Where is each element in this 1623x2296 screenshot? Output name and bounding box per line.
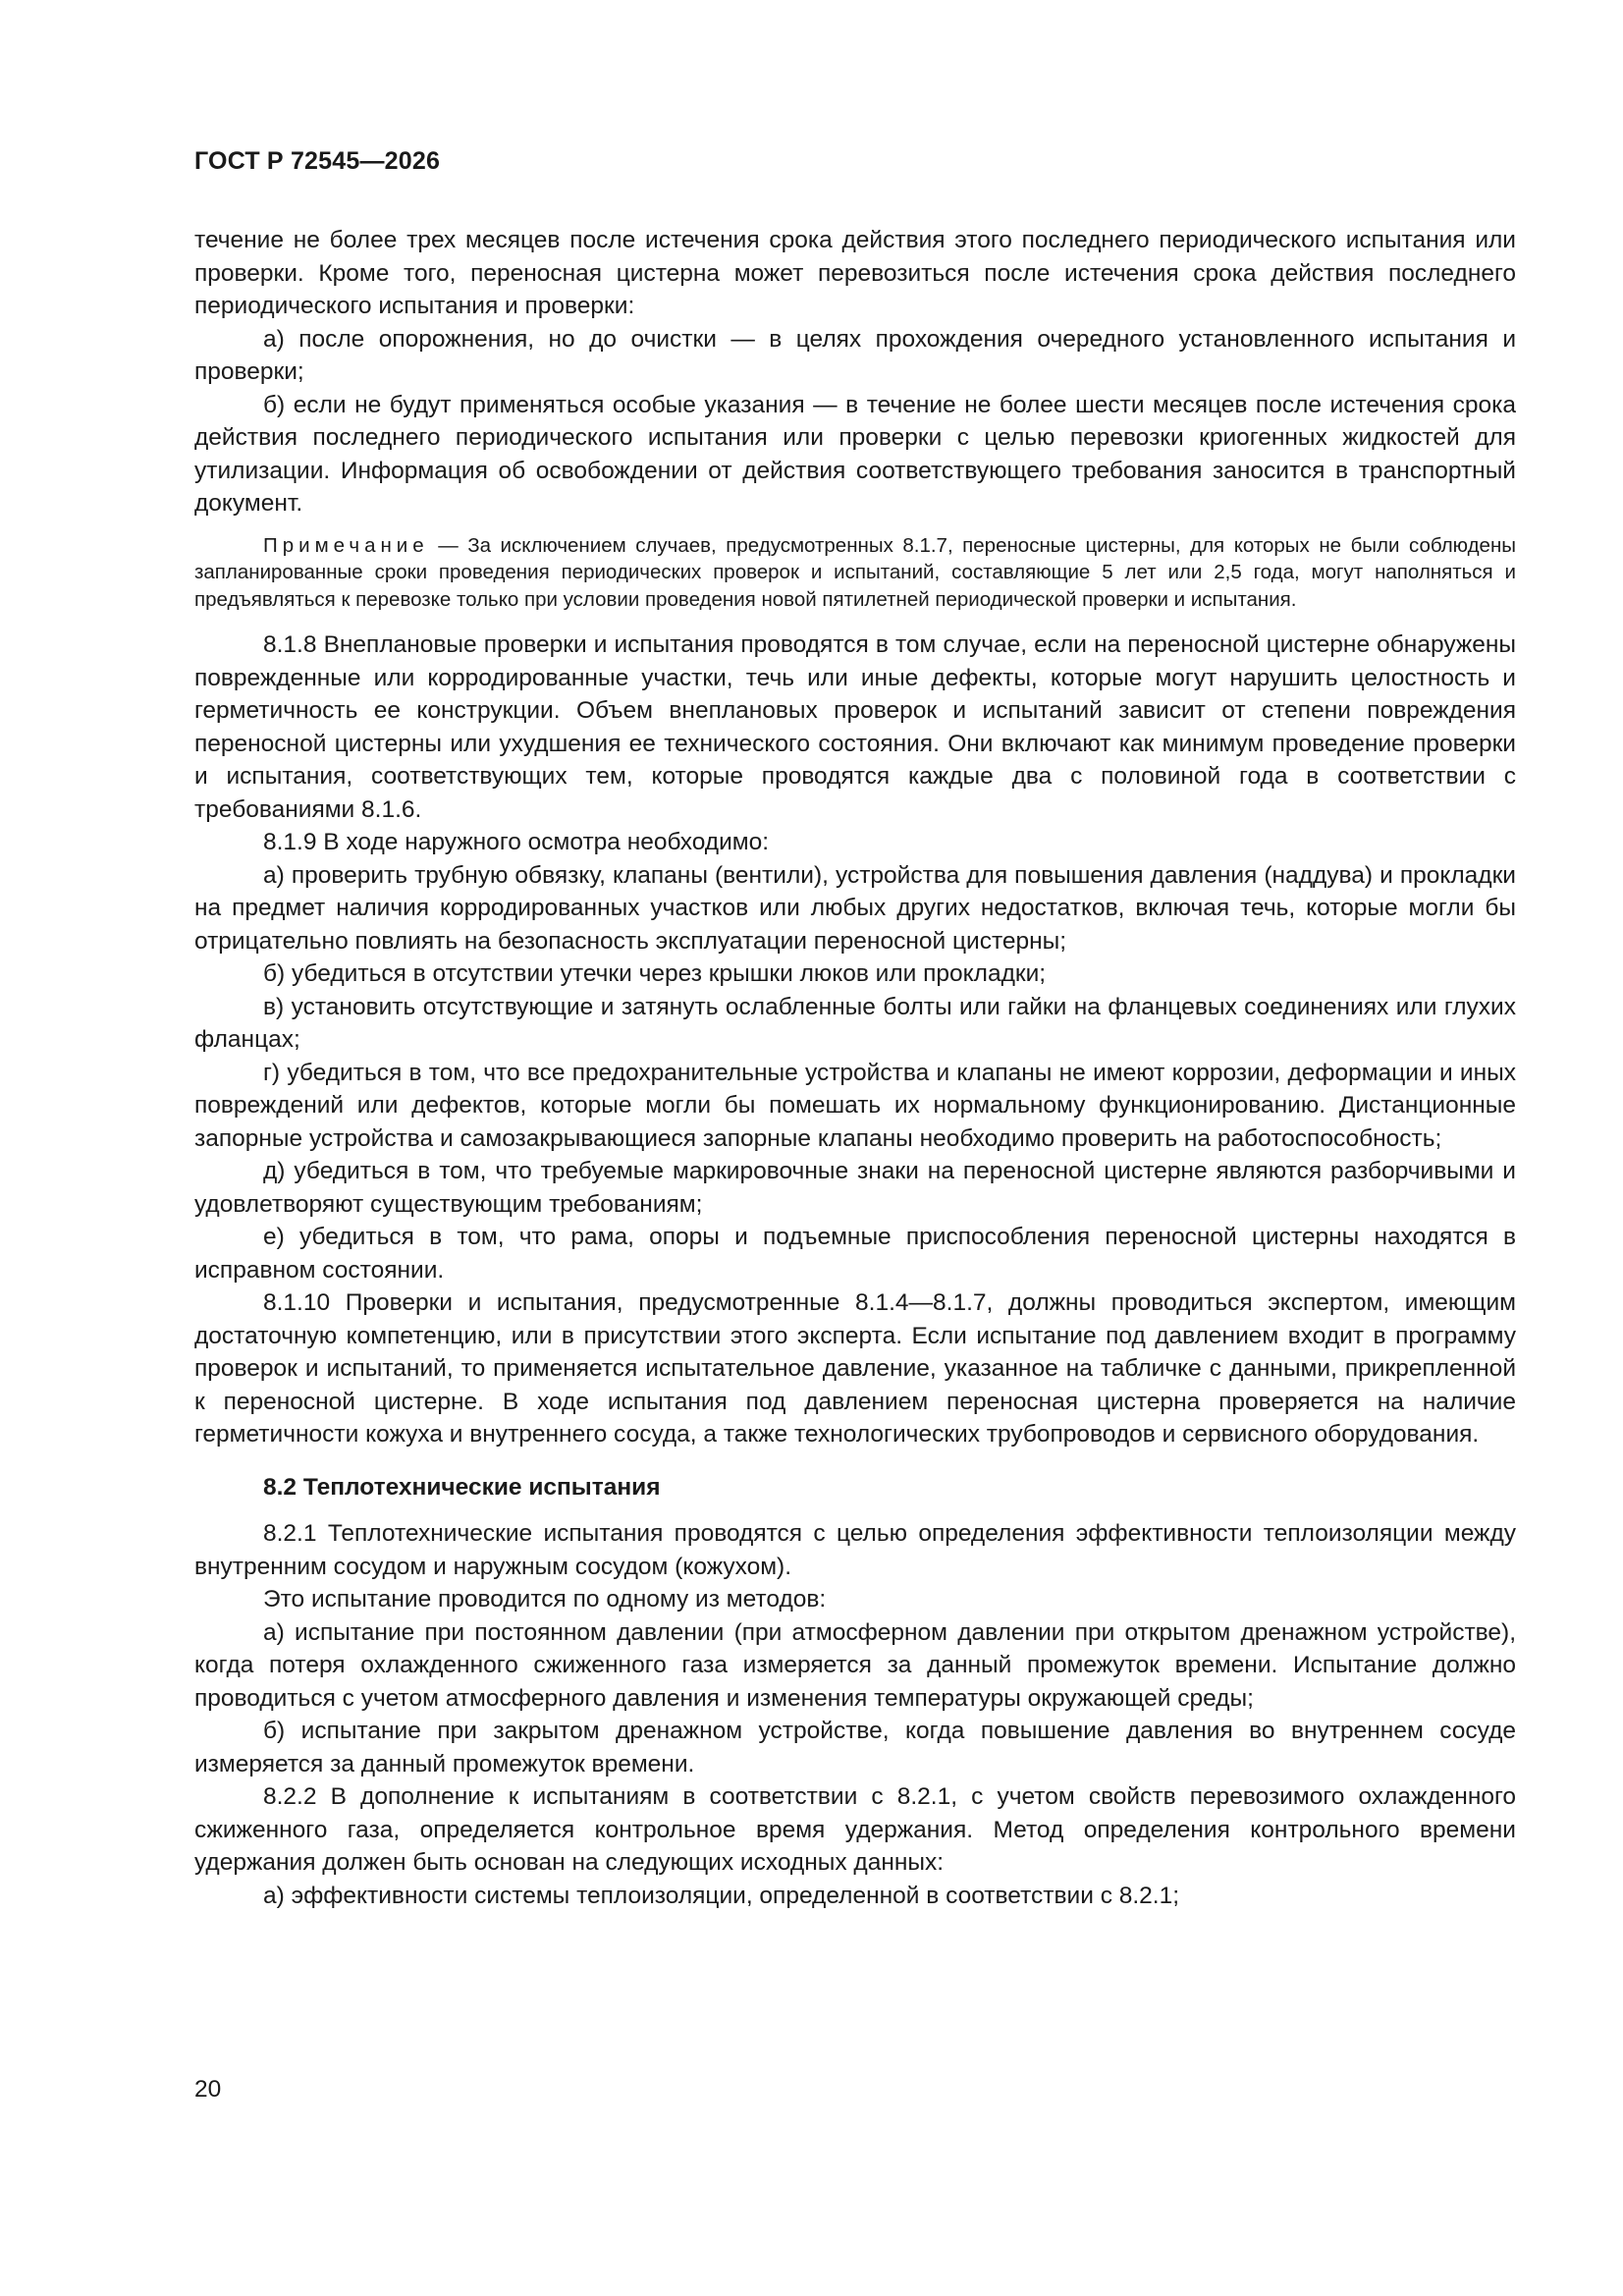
paragraph: а) проверить трубную обвязку, клапаны (вентили), устройства для повышения давления (наддува) и прокладки на предмет наличия корродированных участков или любых других недостатков, включая течь, которые могли бы отрицательно повлиять на безопасность эксплуатации переносной цистерны;: [194, 861, 1516, 955]
document-header: ГОСТ Р 72545—2026: [194, 147, 441, 175]
document-body: [194, 224, 1516, 1912]
note-text: За исключением случаев, предусмотренных 8.1.7, переносные цистерны, для которых не были соблюдены запланированные сроки проведения периодических проверок и испытаний, составляющие 5 лет или 2,5 года, могут наполняться и предъявляться к перевозке только при условии проведения новой пятилетней периодической проверки и испытания.: [194, 533, 1516, 611]
paragraph: б) убедиться в отсутствии утечки через крышки люков или прокладки;: [263, 960, 1047, 987]
paragraph: в) установить отсутствующие и затянуть ослабленные болты или гайки на фланцевых соединениях или глухих фланцах;: [194, 993, 1516, 1053]
paragraph: б) испытание при закрытом дренажном устройстве, когда повышение давления во внутреннем сосуде измеряется за данный промежуток времени.: [194, 1718, 1516, 1777]
paragraph: а) после опорожнения, но до очистки — в целях прохождения очередного установленного испытания и проверки;: [194, 325, 1516, 385]
paragraph: е) убедиться в том, что рама, опоры и подъемные приспособления переносной цистерны находятся в исправном состоянии.: [194, 1224, 1516, 1284]
paragraph: 8.1.9 В ходе наружного осмотра необходимо:: [263, 829, 770, 855]
note-dash: —: [428, 533, 468, 557]
note: [194, 532, 1516, 614]
paragraph: 8.2.1 Теплотехнические испытания проводятся с целью определения эффективности теплоизоляции между внутренним сосудом и наружным сосудом (кожухом).: [194, 1520, 1516, 1580]
page-number: 20: [194, 2076, 222, 2103]
paragraph: 8.2.2 В дополнение к испытаниям в соответствии с 8.2.1, с учетом свойств перевозимого охлажденного сжиженного газа, определяется контрольное время удержания. Метод определения контрольного времени удержания должен быть основан на следующих исходных данных:: [194, 1783, 1516, 1876]
paragraph: г) убедиться в том, что все предохранительные устройства и клапаны не имеют коррозии, деформации и иных повреждений или дефектов, которые могли бы помешать их нормальному функционированию. Дистанционные запорные устройства и самозакрывающиеся запорные клапаны необходимо проверить на работоспособность;: [194, 1059, 1516, 1152]
paragraph: а) испытание при постоянном давлении (при атмосферном давлении при открытом дренажном устройстве), когда потеря охлажденного сжиженного газа измеряется за данный промежуток времени. Испытание должно проводиться с учетом атмосферного давления и изменения температуры окружающей среды;: [194, 1618, 1516, 1712]
paragraph: а) эффективности системы теплоизоляции, определенной в соответствии с 8.2.1;: [263, 1882, 1180, 1909]
paragraph: течение не более трех месяцев после истечения срока действия этого последнего периодического испытания или проверки. Кроме того, переносная цистерна может перевозиться после истечения срока действия последнего периодического испытания и проверки:: [194, 227, 1516, 319]
paragraph: Это испытание проводится по одному из методов:: [263, 1586, 827, 1613]
paragraph: д) убедиться в том, что требуемые маркировочные знаки на переносной цистерне являются разборчивыми и удовлетворяют существующим требованиям;: [194, 1158, 1516, 1218]
note-label: Примечание: [263, 533, 429, 557]
paragraph: 8.1.8 Внеплановые проверки и испытания проводятся в том случае, если на переносной цистерне обнаружены поврежденные или корродированные участки, течь или иные дефекты, которые могут нарушить целостность и герметичность ее конструкции. Объем внеплановых проверок и испытаний зависит от степени повреждения переносной цистерны или ухудшения ее технического состояния. Они включают как минимум проведение проверки и испытания, соответствующих тем, которые проводятся каждые два с половиной года в соответствии с требованиями 8.1.6.: [194, 631, 1516, 823]
paragraph: 8.1.10 Проверки и испытания, предусмотренные 8.1.4—8.1.7, должны проводиться экспертом, имеющим достаточную компетенцию, или в присутствии этого эксперта. Если испытание под давлением входит в программу проверок и испытаний, то применяется испытательное давление, указанное на табличке с данными, прикрепленной к переносной цистерне. В ходе испытания под давлением переносная цистерна проверяется на наличие герметичности кожуха и внутреннего сосуда, а также технологических трубопроводов и сервисного оборудования.: [194, 1289, 1516, 1448]
paragraph: б) если не будут применяться особые указания — в течение не более шести месяцев после истечения срока действия последнего периодического испытания или проверки с целью перевозки криогенных жидкостей для утилизации. Информация об освобождении от действия соответствующего требования заносится в транспортный документ.: [194, 391, 1516, 517]
section-title: 8.2 Теплотехнические испытания: [263, 1473, 661, 1501]
